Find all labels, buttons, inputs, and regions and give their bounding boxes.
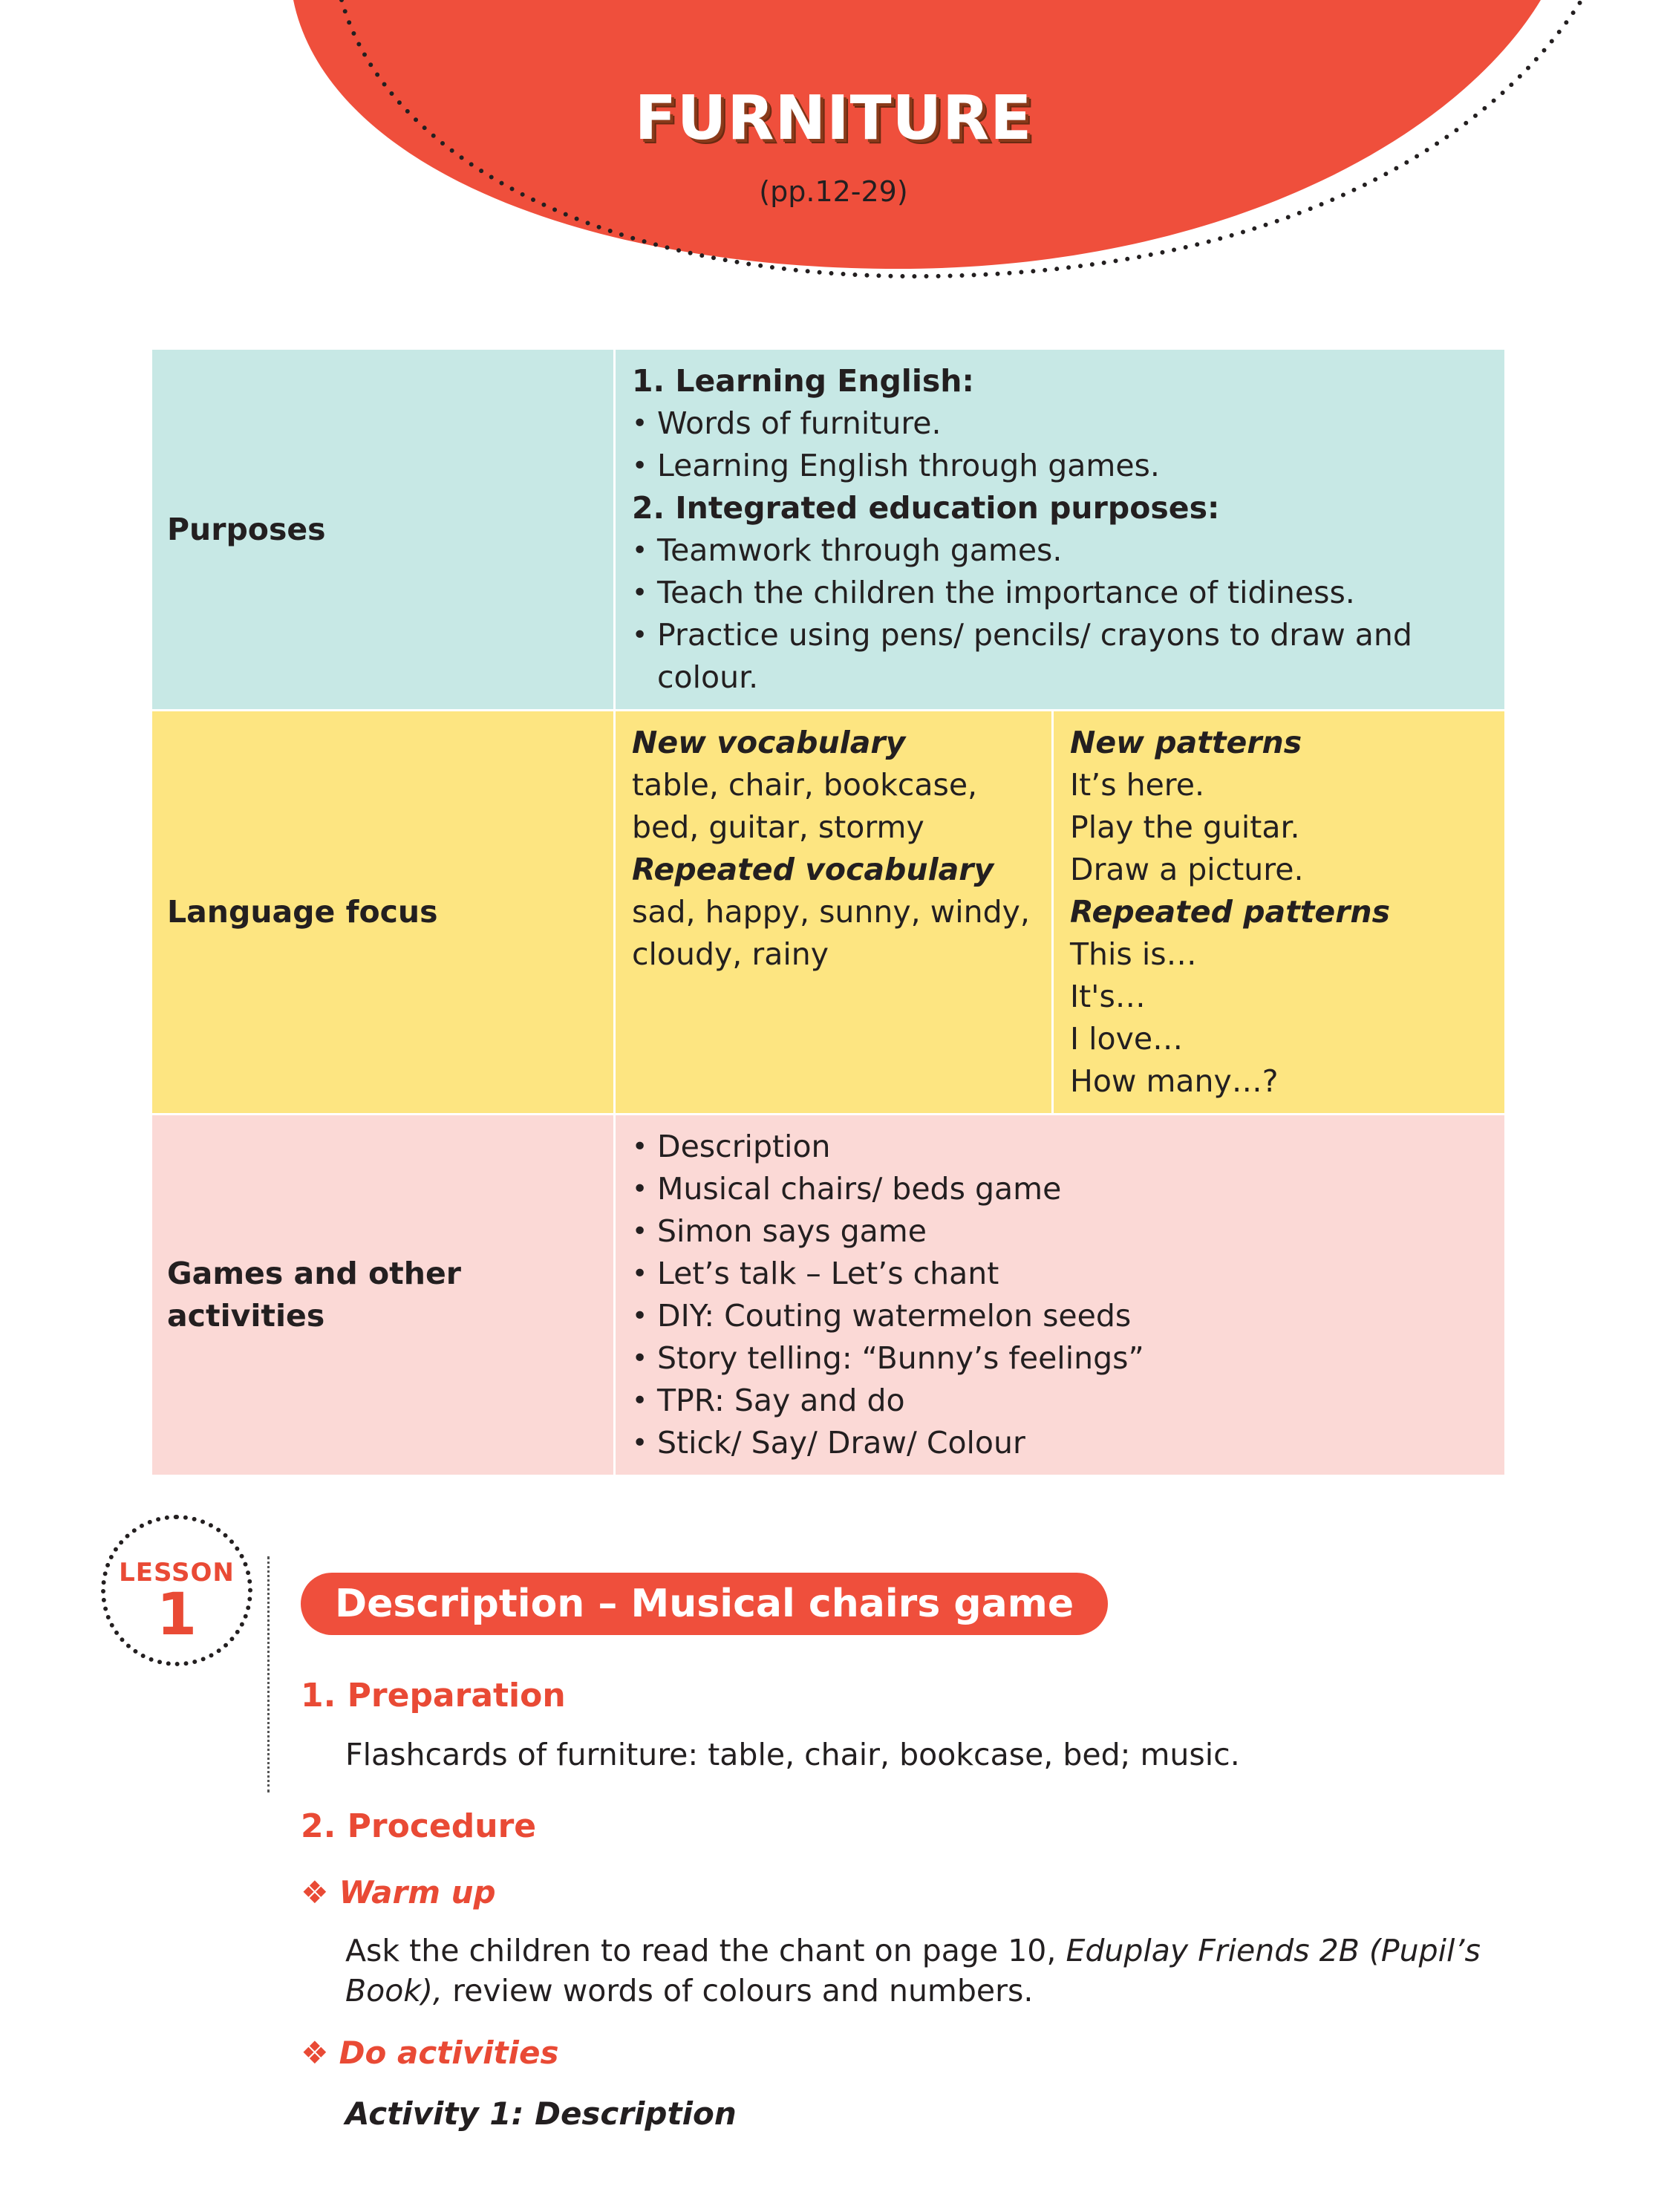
procedure-heading: 2. Procedure bbox=[301, 1807, 537, 1845]
page-subtitle: (pp.12-29) bbox=[759, 175, 908, 208]
repeated-vocab-heading: Repeated vocabulary bbox=[632, 852, 994, 887]
activity-1-heading: Activity 1: Description bbox=[345, 2095, 737, 2132]
diamond-bullet-icon: ❖ bbox=[301, 2035, 329, 2071]
purposes-heading-1: 1. Learning English: bbox=[632, 363, 974, 399]
warmup-text-part: review words of colours and numbers. bbox=[443, 1973, 1034, 2009]
list-item: • Stick/ Say/ Draw/ Colour bbox=[632, 1422, 1488, 1464]
new-patterns-heading: New patterns bbox=[1070, 725, 1302, 760]
warmup-heading-text: Warm up bbox=[339, 1874, 496, 1911]
list-item: • Teamwork through games. bbox=[632, 529, 1488, 572]
book-title: Eduplay Friends 2B (Pupil’s Book), bbox=[345, 1933, 1481, 2009]
list-item: • Let’s talk – Let’s chant bbox=[632, 1253, 1488, 1295]
lesson-badge bbox=[101, 1515, 252, 1666]
list-item: • Practice using pens/ pencils/ crayons to draw and colour. bbox=[632, 614, 1488, 699]
list-item: • Learning English through games. bbox=[632, 445, 1488, 487]
purposes-heading-2: 2. Integrated education purposes: bbox=[632, 490, 1220, 526]
purposes-row bbox=[151, 349, 1506, 711]
warmup-text-part: Ask the children to read the chant on page 10, bbox=[345, 1933, 1066, 1968]
lesson-badge-number: 1 bbox=[156, 1582, 198, 1648]
list-item: • Musical chairs/ beds game bbox=[632, 1168, 1488, 1210]
list-item: • DIY: Couting watermelon seeds bbox=[632, 1295, 1488, 1337]
pattern-item: It's… bbox=[1070, 979, 1146, 1014]
pattern-item: This is… bbox=[1070, 936, 1197, 972]
games-row bbox=[151, 1115, 1506, 1476]
preparation-text: Flashcards of furniture: table, chair, bookcase, bed; music. bbox=[345, 1737, 1240, 1772]
language-label: Language focus bbox=[151, 711, 615, 1115]
language-row bbox=[151, 711, 1506, 1115]
games-content bbox=[615, 1115, 1506, 1476]
purposes-label: Purposes bbox=[151, 349, 615, 711]
lesson-title: Description – Musical chairs game bbox=[301, 1573, 1108, 1635]
pattern-item: I love… bbox=[1070, 1021, 1184, 1057]
new-vocab-heading: New vocabulary bbox=[632, 725, 906, 760]
preparation-heading: 1. Preparation bbox=[301, 1677, 566, 1715]
pattern-item: Play the guitar. bbox=[1070, 809, 1300, 845]
list-item: • Words of furniture. bbox=[632, 402, 1488, 445]
warmup-text bbox=[345, 1931, 1504, 2011]
list-item: • Teach the children the importance of tidiness. bbox=[632, 572, 1488, 614]
vocabulary-cell bbox=[615, 711, 1053, 1115]
pattern-item: Draw a picture. bbox=[1070, 852, 1304, 887]
activities-heading-text: Do activities bbox=[339, 2035, 559, 2071]
warmup-heading bbox=[301, 1874, 496, 1911]
list-item: • Simon says game bbox=[632, 1210, 1488, 1253]
activities-heading bbox=[301, 2035, 558, 2071]
diamond-bullet-icon: ❖ bbox=[301, 1874, 329, 1911]
pattern-item: How many…? bbox=[1070, 1063, 1279, 1099]
overview-table bbox=[150, 348, 1507, 1477]
lesson-badge-word: LESSON bbox=[119, 1558, 235, 1588]
list-item: • Description bbox=[632, 1126, 1488, 1168]
list-item: • TPR: Say and do bbox=[632, 1380, 1488, 1422]
list-item: • Story telling: “Bunny’s feelings” bbox=[632, 1337, 1488, 1380]
patterns-cell bbox=[1053, 711, 1506, 1115]
repeated-patterns-heading: Repeated patterns bbox=[1070, 894, 1391, 930]
pattern-item: It’s here. bbox=[1070, 767, 1205, 803]
lesson-divider bbox=[267, 1556, 270, 1792]
page-title: FURNITURE bbox=[634, 83, 1033, 154]
repeated-vocab-text: sad, happy, sunny, windy, cloudy, rainy bbox=[632, 894, 1030, 972]
games-label: Games and other activities bbox=[151, 1115, 615, 1476]
purposes-content bbox=[615, 349, 1506, 711]
new-vocab-text: table, chair, bookcase, bed, guitar, stormy bbox=[632, 767, 978, 845]
